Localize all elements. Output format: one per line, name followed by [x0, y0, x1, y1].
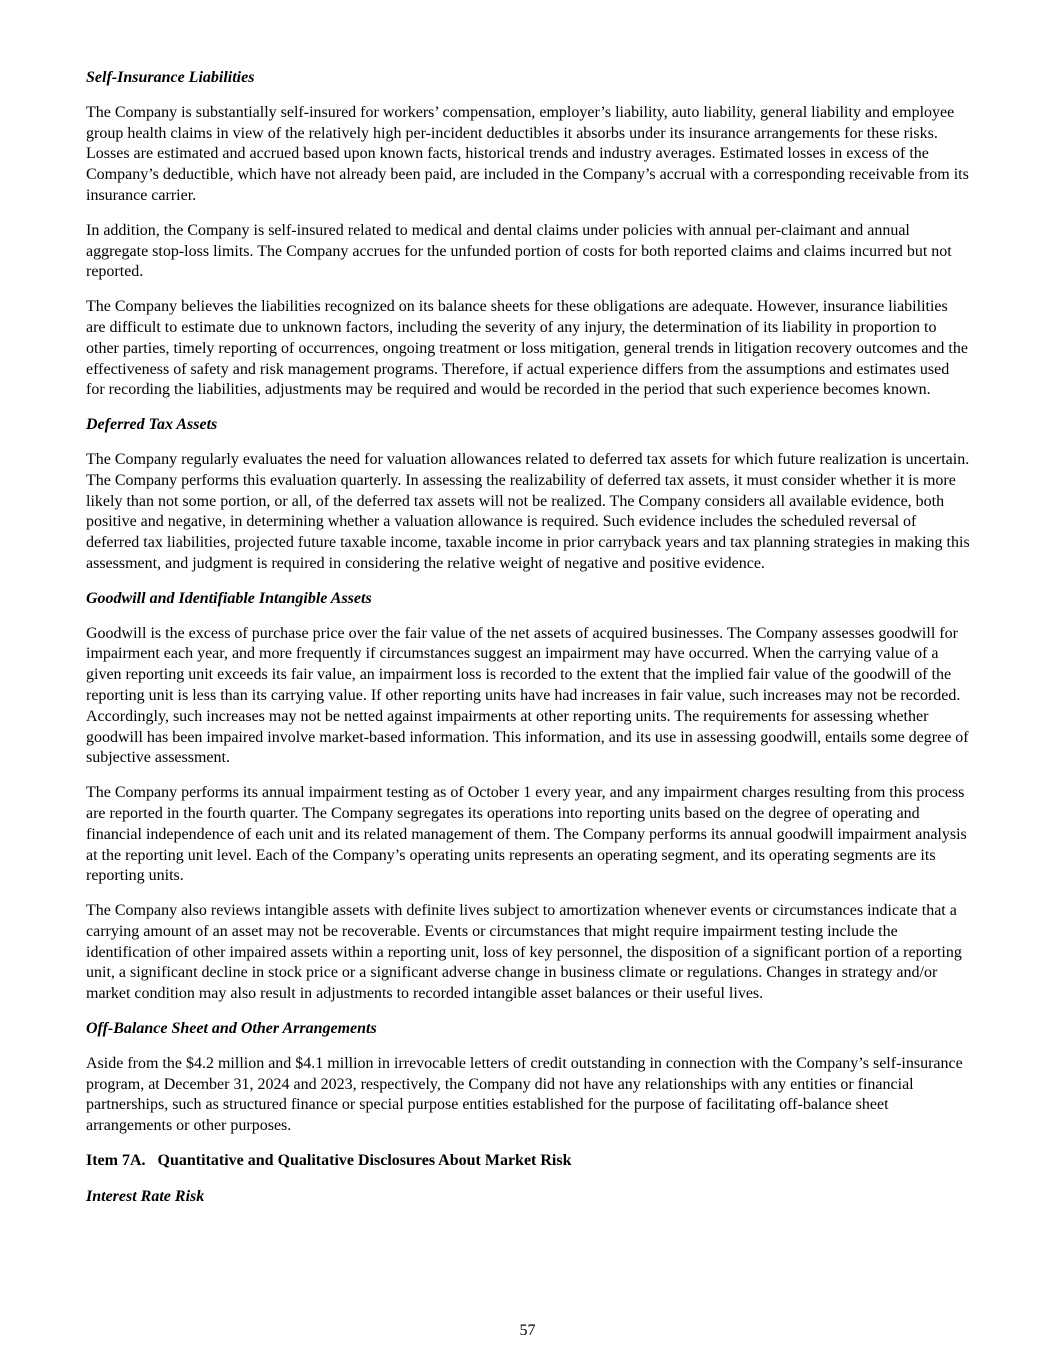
paragraph: The Company believes the liabilities recognized on its balance sheets for these obligations are adequate. However, insurance liabilities are difficult to estimate due to unknown factors, including the severity of any injury, the determination of its liability in proportion to other parties, timely reporting of occurrences, ongoing treatment or loss mitigation, general trends in litigation recovery outcomes and the effectiveness of safety and risk management programs. Therefore, if actual experience differs from the assumptions and estimates used for recording the liabilities, adjustments may be required and would be recorded in the period that such experience becomes known.: [86, 298, 968, 399]
heading-deferred-tax: Deferred Tax Assets: [86, 416, 218, 434]
item-7a-label: Item 7A.: [86, 1152, 146, 1170]
heading-self-insurance: Self-Insurance Liabilities: [86, 69, 255, 86]
paragraph: Goodwill is the excess of purchase price over the fair value of the net assets of acquired businesses. The Company assesses goodwill for impairment each year, and more frequently if circumstances suggest an impairment may have occurred. When the carrying value of a given reporting unit exceeds its fair value, an impairment loss is recorded to the extent that the implied fair value of the goodwill of the reporting unit is less than its carrying value. If other reporting units have had increases in fair value, such increases may not be recorded. Accordingly, such increases may not be netted against impairments at other reporting units. The requirements for assessing whether goodwill has been impaired involve market-based information. This information, and its use in assessing goodwill, entails some degree of subjective assessment.: [86, 624, 969, 767]
page-number: 57: [519, 1322, 536, 1339]
paragraph: Aside from the $4.2 million and $4.1 million in irrevocable letters of credit outstanding in connection with the Company’s self-insurance program, at December 31, 2024 and 2023, respectively, the Company did not have any relationships with any entities or financial partnerships, such as structured finance or special purpose entities established for the purpose of facilitating off-balance sheet arrangements or other purposes.: [86, 1054, 963, 1135]
document-page: [86, 68, 970, 1222]
heading-goodwill: Goodwill and Identifiable Intangible Assets: [86, 589, 372, 607]
paragraph: The Company is substantially self-insured for workers’ compensation, employer’s liability, auto liability, general liability and employee group health claims in view of the relatively high per-incident deductibles it absorbs under its insurance arrangements for these risks. Losses are estimated and accrued based upon known facts, historical trends and industry averages. Estimated losses in excess of the Company’s deductible, which have not already been paid, are included in the Company’s accrual with a corresponding receivable from its insurance carrier.: [86, 103, 969, 204]
paragraph: The Company performs its annual impairment testing as of October 1 every year, and any impairment charges resulting from this process are reported in the fourth quarter. The Company segregates its operations into reporting units based on the degree of operating and financial independence of each unit and its related management of them. The Company performs its annual goodwill impairment analysis at the reporting unit level. Each of the Company’s operating units represents an operating segment, and its operating segments are its reporting units.: [86, 784, 967, 885]
item-7a-title: Quantitative and Qualitative Disclosures About Market Risk: [157, 1152, 572, 1170]
paragraph: The Company also reviews intangible assets with definite lives subject to amortization whenever events or circumstances indicate that a carrying amount of an asset may not be recoverable. Events or circumstances that might require impairment testing include the identification of other impaired assets within a reporting unit, loss of key personnel, the disposition of a significant portion of a reporting unit, a significant decline in stock price or a significant adverse change in business climate or regulations. Changes in strategy and/or market condition may also result in adjustments to recorded intangible asset balances or their useful lives.: [86, 902, 962, 1003]
paragraph: In addition, the Company is self-insured related to medical and dental claims under policies with annual per-claimant and annual aggregate stop-loss limits. The Company accrues for the unfunded portion of costs for both reported claims and claims incurred but not reported.: [86, 221, 952, 281]
heading-off-balance: Off-Balance Sheet and Other Arrangements: [86, 1020, 377, 1038]
heading-interest-rate: Interest Rate Risk: [86, 1187, 205, 1205]
paragraph: The Company regularly evaluates the need for valuation allowances related to deferred tax assets for which future realization is uncertain. The Company performs this evaluation quarterly. In assessing the realizability of deferred tax assets, it must consider whether it is more likely than not some portion, or all, of the deferred tax assets will not be realized. The Company considers all available evidence, both positive and negative, in determining whether a valuation allowance is required. Such evidence includes the scheduled reversal of deferred tax liabilities, projected future taxable income, taxable income in prior carryback years and tax planning strategies in making this assessment, and judgment is required in considering the relative weight of negative and positive evidence.: [86, 450, 970, 572]
item-7a-heading: [86, 1151, 970, 1172]
